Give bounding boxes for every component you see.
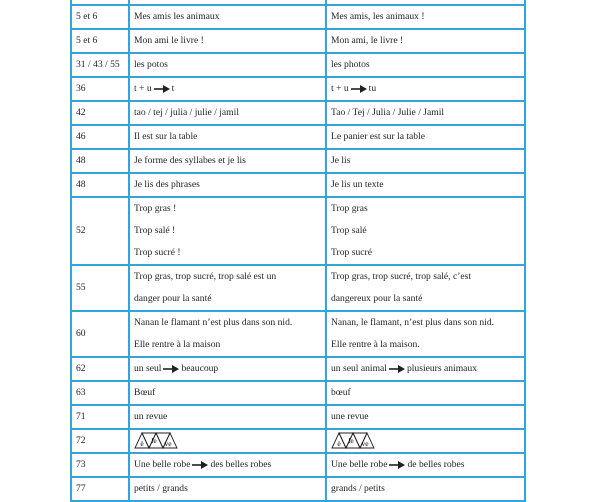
arrow-right-icon	[154, 85, 170, 93]
after-cell	[326, 381, 525, 405]
page-cell	[71, 149, 129, 173]
page-cell	[71, 53, 129, 77]
page-cell	[71, 357, 129, 381]
before-cell	[129, 381, 326, 405]
syllable-triangles-icon	[134, 432, 180, 449]
after-cell	[326, 197, 525, 265]
after-text: grands / petits	[331, 483, 385, 494]
before-text: un seul	[134, 363, 162, 374]
page-number: 52	[76, 225, 86, 236]
arrow-right-icon	[163, 365, 179, 373]
page-number: 73	[76, 459, 86, 470]
after-text: Trop gras, trop sucré, trop salé, c’est	[331, 271, 472, 282]
page-cell	[71, 197, 129, 265]
after-cell	[326, 5, 525, 29]
before-text: Je forme des syllabes et je lis	[134, 155, 246, 166]
before-cell	[129, 5, 326, 29]
table-row	[71, 357, 525, 381]
before-text: danger pour la santé	[134, 293, 212, 304]
before-cell	[129, 53, 326, 77]
after-text: Trop salé	[331, 225, 367, 236]
page-cell	[71, 311, 129, 357]
page-cell	[71, 5, 129, 29]
syllable-text: ve	[164, 439, 172, 449]
before-text: t + u	[134, 83, 152, 94]
table-row	[71, 77, 525, 101]
page-number: 60	[76, 328, 86, 339]
table-row	[71, 265, 525, 311]
table-row	[71, 53, 525, 77]
before-cell	[129, 405, 326, 429]
arrow-right-icon	[389, 365, 405, 373]
before-cell	[129, 453, 326, 477]
page-number: 48	[76, 179, 86, 190]
after-cell	[326, 357, 525, 381]
before-text: t	[171, 83, 175, 94]
page-number: 5 et 6	[76, 11, 98, 22]
table-row	[71, 405, 525, 429]
page-cell	[71, 173, 129, 197]
before-text: Trop salé !	[134, 225, 176, 236]
after-text: Nanan, le flamant, n’est plus dans son nid.	[331, 317, 495, 328]
before-text: Mes amis les animaux	[134, 11, 220, 22]
before-text: Trop gras, trop sucré, trop salé est un	[134, 271, 277, 282]
page-number: 77	[76, 483, 86, 494]
page-number: 48	[76, 155, 86, 166]
page-cell	[71, 125, 129, 149]
page-number: 42	[76, 107, 86, 118]
after-text: t + u	[331, 83, 349, 94]
before-text: les potos	[134, 59, 168, 70]
before-cell	[129, 29, 326, 53]
table-row	[71, 429, 525, 453]
before-cell	[129, 477, 326, 501]
before-text: des belles robes	[210, 459, 272, 470]
page-number: 36	[76, 83, 86, 94]
after-cell	[326, 477, 525, 501]
after-text: Je lis	[331, 155, 351, 166]
page-cell	[71, 29, 129, 53]
before-text: Trop gras !	[134, 203, 177, 214]
after-cell	[326, 173, 525, 197]
page-cell	[71, 429, 129, 453]
after-text: Elle rentre à la maison.	[331, 339, 420, 350]
before-text: Une belle robe	[134, 459, 191, 470]
after-text: Tao / Tej / Julia / Julie / Jamil	[331, 107, 445, 118]
page-number: 62	[76, 363, 86, 374]
after-cell	[326, 405, 525, 429]
after-text: les photos	[331, 59, 370, 70]
syllable-text: è	[337, 439, 341, 449]
before-cell	[129, 125, 326, 149]
page-number: 46	[76, 131, 86, 142]
page-cell	[71, 453, 129, 477]
after-text: un seul animal	[331, 363, 387, 374]
table-row	[71, 453, 525, 477]
syllable-text: è	[140, 439, 144, 449]
after-text: une revue	[331, 411, 369, 422]
after-text: Trop gras	[331, 203, 368, 214]
after-text: Je lis un texte	[331, 179, 384, 190]
page-cell	[71, 477, 129, 501]
after-text: Mon ami, le livre !	[331, 35, 404, 46]
before-text: Mon ami le livre !	[134, 35, 204, 46]
errata-table	[70, 0, 526, 502]
before-text: Je lis des phrases	[134, 179, 200, 190]
table-row	[71, 477, 525, 501]
after-cell	[326, 149, 525, 173]
page-cell	[71, 77, 129, 101]
page-number: 55	[76, 282, 86, 293]
after-cell	[326, 453, 525, 477]
syllable-triangles-icon	[331, 432, 377, 449]
table-row	[71, 5, 525, 29]
page-number: 71	[76, 411, 86, 422]
before-cell	[129, 197, 326, 265]
before-cell	[129, 429, 326, 453]
syllable-text: le	[348, 436, 354, 446]
table-row	[71, 173, 525, 197]
after-text: dangereux pour la santé	[331, 293, 423, 304]
before-text: Nanan le flamant n’est plus dans son nid.	[134, 317, 293, 328]
page-cell	[71, 265, 129, 311]
before-cell	[129, 265, 326, 311]
after-cell	[326, 101, 525, 125]
before-text: beaucoup	[181, 363, 219, 374]
arrow-right-icon	[192, 461, 208, 469]
after-text: Le panier est sur la table	[331, 131, 426, 142]
table-row	[71, 381, 525, 405]
table-row	[71, 125, 525, 149]
after-cell	[326, 53, 525, 77]
before-text: Il est sur la table	[134, 131, 198, 142]
page-cell	[71, 381, 129, 405]
before-text: Bœuf	[134, 387, 156, 398]
page-cell	[71, 405, 129, 429]
table-row	[71, 197, 525, 265]
before-text: un revue	[134, 411, 168, 422]
after-text: Mes amis, les animaux !	[331, 11, 425, 22]
before-text: tao / tej / julia / julie / jamil	[134, 107, 239, 118]
after-text: tu	[368, 83, 377, 94]
after-text: Trop sucré	[331, 247, 372, 258]
table-row	[71, 311, 525, 357]
table-row	[71, 149, 525, 173]
table-row	[71, 29, 525, 53]
page-number: 72	[76, 435, 86, 446]
table-row	[71, 101, 525, 125]
arrow-right-icon	[389, 461, 405, 469]
syllable-text: le	[151, 436, 157, 446]
after-cell	[326, 429, 525, 453]
after-cell	[326, 265, 525, 311]
after-cell	[326, 29, 525, 53]
after-cell	[326, 125, 525, 149]
before-text: Trop sucré !	[134, 247, 181, 258]
arrow-right-icon	[351, 85, 367, 93]
before-cell	[129, 101, 326, 125]
syllable-text: ve	[361, 439, 369, 449]
page-cell	[71, 101, 129, 125]
before-cell	[129, 77, 326, 101]
after-text: Une belle robe	[331, 459, 388, 470]
after-cell	[326, 77, 525, 101]
after-text: bœuf	[331, 387, 351, 398]
before-cell	[129, 149, 326, 173]
before-text: petits / grands	[134, 483, 188, 494]
page-number: 5 et 6	[76, 35, 98, 46]
page-number: 31 / 43 / 55	[76, 59, 120, 70]
before-text: Elle rentre à la maison	[134, 339, 221, 350]
after-text: plusieurs animaux	[406, 363, 478, 374]
before-cell	[129, 311, 326, 357]
before-cell	[129, 357, 326, 381]
after-text: de belles robes	[407, 459, 465, 470]
after-cell	[326, 311, 525, 357]
before-cell	[129, 173, 326, 197]
page-number: 63	[76, 387, 86, 398]
